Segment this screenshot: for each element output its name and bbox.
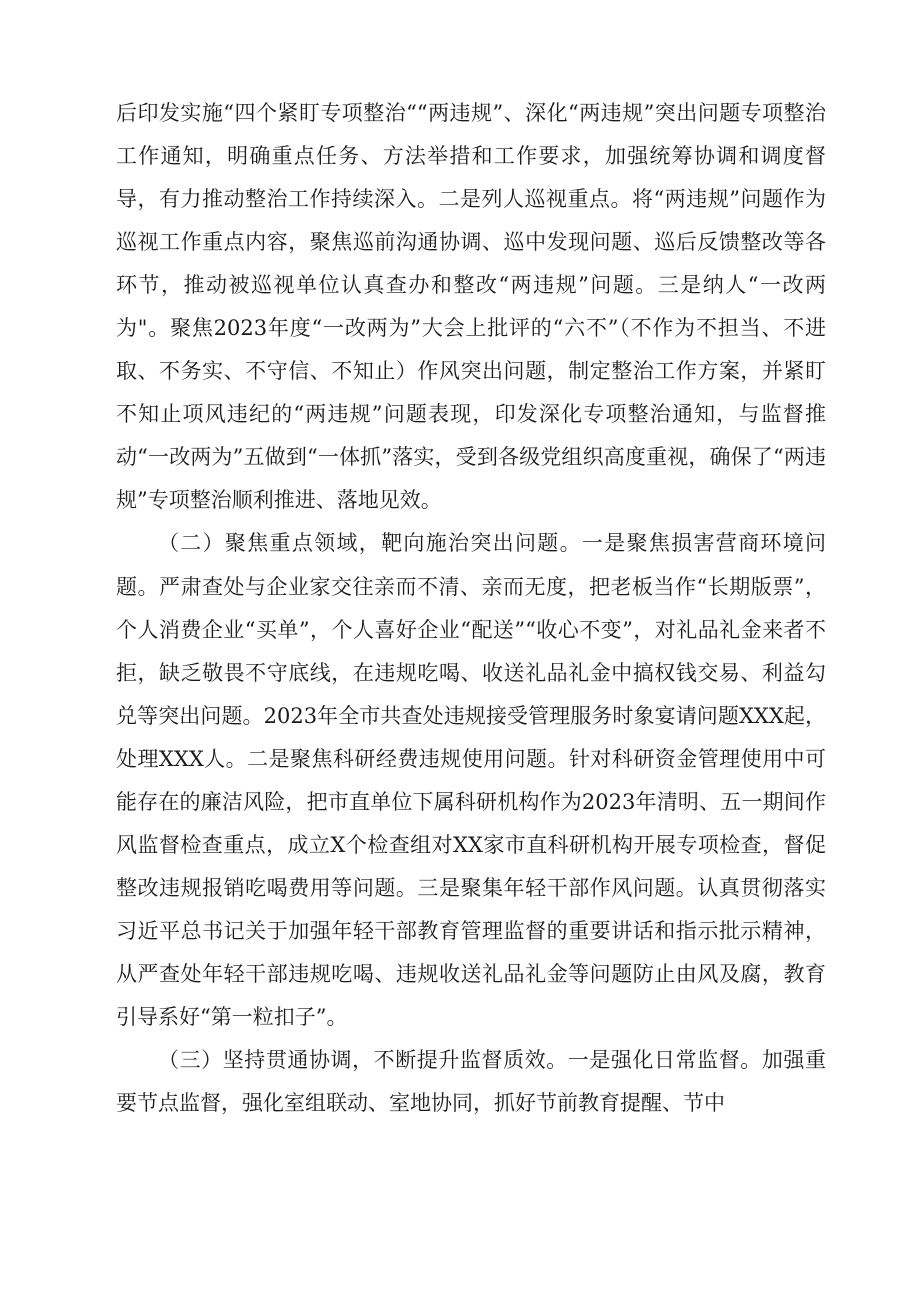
paragraph-section-three: （三）坚持贯通协调，不断提升监督质效。一是强化日常监督。加强重要节点监督，强化室组联动、室地协同，抓好节前教育提醒、节中 <box>116 1048 826 1116</box>
paragraph-continuation: 后印发实施“四个紧盯专项整治““两违规”、深化“两违规”突出问题专项整治工作通知，明确重点任务、方法举措和工作要求，加强统筹协调和调度督导，有力推动整治工作持续深入。二是列人巡视重点。将“两违规”问题作为巡视工作重点内容，聚焦巡前沟通协调、巡中发现问题、巡后反馈整改等各环节，推动被巡视单位认真查办和整改“两违规”问题。三是纳人“一改两为"。聚焦2023年度“一改两为”大会上批评的“六不”（不作为不担当、不进取、不务实、不守信、不知止）作风突出问题，制定整治工作方案，并紧盯不知止项风违纪的“两违规”问题表现，印发深化专项整治通知，与监督推动“一改两为”五做到“一体抓”落实，受到各级党组织高度重视，确保了“两违规”专项整治顺利推进、落地见效。 <box>116 101 826 513</box>
paragraph-section-two: （二）聚焦重点领域，靶向施治突出问题。一是聚焦损害营商环境问题。严肃查处与企业家交往亲而不清、亲而无度，把老板当作“长期版票”，个人消费企业“买单”，个人喜好企业“配送”“收心不变”，对礼品礼金来者不拒，缺乏敬畏不守底线，在违规吃喝、收送礼品礼金中搞权钱交易、利益勾兑等突出问题。2023年全市共查处违规接受管理服务时象宴请问题XXX起，处理XXX人。二是聚焦科研经费违规使用问题。针对科研资金管理使用中可能存在的廉洁风险，把市直单位下属科研机构作为2023年清明、五一期间作风监督检查重点，成立X个检查组对XX家市直科研机构开展专项检查，督促整改违规报销吃喝费用等问题。三是聚集年轻干部作风问题。认真贯彻落实习近平总书记关于加强年轻干部教育管理监督的重要讲话和指示批示精神，从严查处年轻干部违规吃喝、违规收送礼品礼金等问题防止由风及腐，教育引导系好“第一粒扣子”。 <box>116 531 826 1029</box>
document-body <box>116 92 826 1125</box>
